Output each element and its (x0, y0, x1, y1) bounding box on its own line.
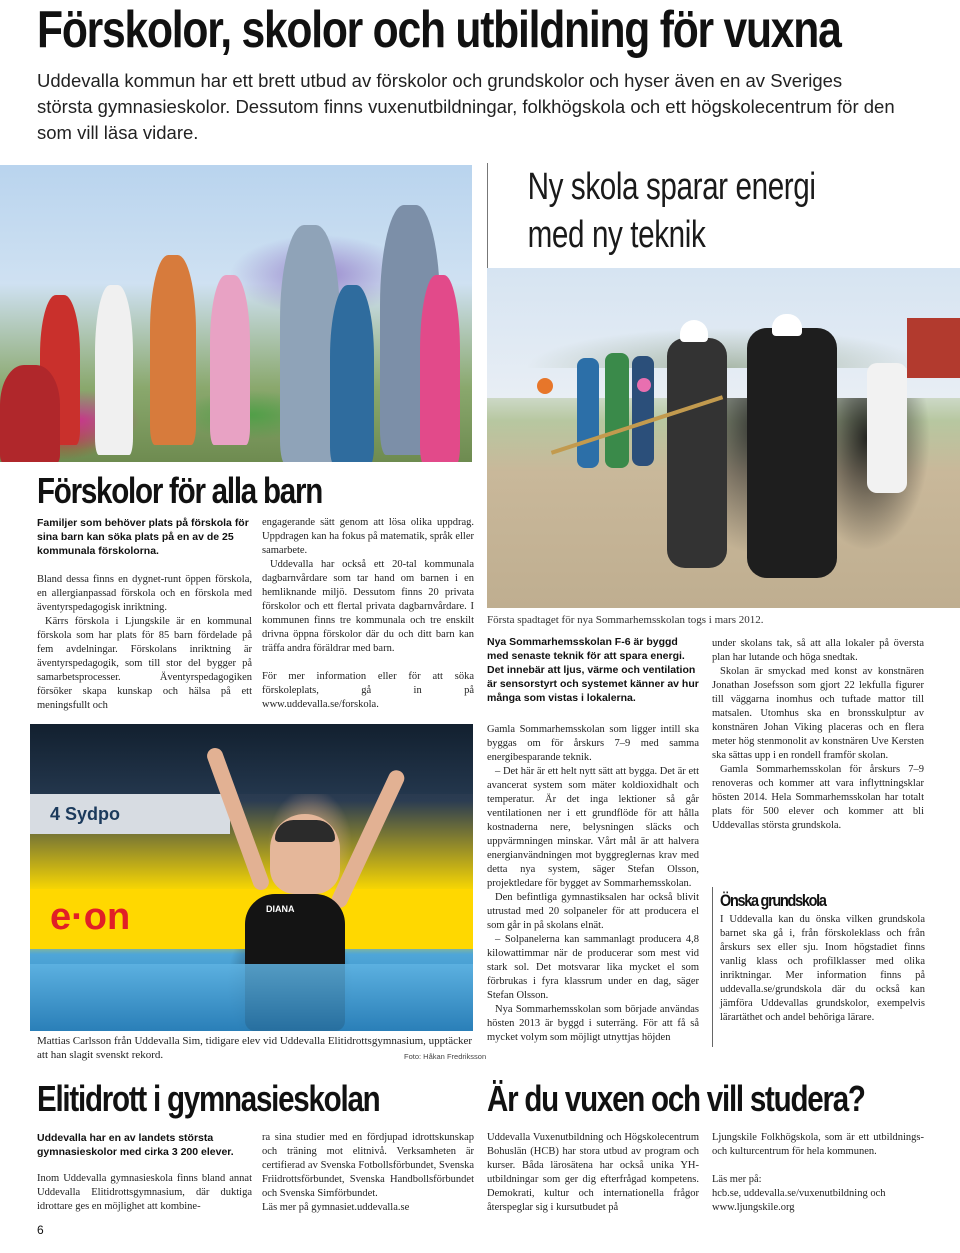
preschool-paragraph: Uddevalla har också ett 20-tal kommunala dagbarnvårdare som tar hand om barnen i en hemliknande miljö. Dessutom finns 20 privata förskolor och ett flertal privata dagbarnvårdare. I kommunen finns tre kommunala och tre enskilt drivna öppna förskolor där du och ditt barn kan träffa andra föräldrar med barn. (262, 559, 474, 654)
preschool-paragraph: Kärrs förskola i Ljungskile är en kommunal förskola som har plats för 85 barn fördelade på fem avdelningar. Förskolans inriktning är äventyrspedagogik, som till stor del bygger på samarbetsprocesser. Äventyrspedagogiken försöker skapa kunskap och hälsa på ett meningsfullt och (37, 616, 252, 711)
onska-body: I Uddevalla kan du önska vilken grundskola barnet ska gå i, från förskoleklass och från årskurs sex eller sju. Inom högstadiet finns vanlig klass och profilklasser med olika inriktningar. Mer information finns på uddevalla.se/grundskola där du också kan jämföra Uddevallas grundskolor, exempelvis lärartäthet och andel behöriga lärare. (720, 914, 925, 1023)
preschool-lead: Familjer som behöver plats på förskola för sina barn kan söka plats på en av de 25 kommunala förskolorna. (37, 517, 249, 557)
energy-lead: Nya Sommarhemsskolan F-6 är byggd med senaste teknik för att spara energi. Det innebär att ljus, värme och ventilation är sensorstyrt och systemet känner av hur många som vistas i lokalerna. (487, 636, 699, 704)
intro-paragraph: Uddevalla kommun har ett brett utbud av förskolor och grundskolor och hyser även en av Sveriges största gymnasieskolor. Dessutom finns vuxenutbildningar, folkhögskola och ett högskolecentrum för den som vill läsa vidare. (37, 70, 895, 143)
energy-paragraph: – Det här är ett helt nytt sätt att bygga. Det är ett avancerat system som mäter koldioxidhalt och temperatur. Är det inga lektioner så går ventilationen ner i ett grundflöde för att hålla kostnaderna nere, belysningen släcks och uppvärmningen minskar. Vårt mål är att halvera energianvändningen mot byggreglernas krav med detta nya system, säger Stefan Olsson, projektledare för bygget av Sommarhemsskolan. (487, 766, 699, 889)
energy-paragraph: Nya Sommarhemsskolan som började användas hösten 2013 är byggd i suterräng. För att få så mycket volym som möjligt utnyttjas höjden (487, 1004, 699, 1043)
energy-paragraph: Den befintliga gymnastiksalen har också blivit utrustad med 20 solpaneler för att producera el som går in på skolans elnät. (487, 892, 699, 931)
energy-title-line2: med ny teknik (527, 214, 706, 256)
preschool-column-2 (262, 516, 474, 712)
energy-paragraph: Gamla Sommarhemsskolan som ligger intill ska byggas om för årskurs 7–9 med samma energibesparande teknik. (487, 724, 699, 763)
sport-paragraph: Inom Uddevalla gymnasieskola finns bland annat Uddevalla Elitidrottsgymnasium, där duktiga idrottare ges en möjlighet att kombine- (37, 1173, 252, 1212)
adult-section-title: Är du vuxen och vill studera? (487, 1078, 865, 1119)
adult-column-1 (487, 1131, 699, 1215)
energy-column-2 (712, 637, 924, 833)
sport-lead: Uddevalla har en av landets största gymnasieskolor med cirka 3 200 elever. (37, 1132, 234, 1158)
photo-children-scarves (0, 165, 472, 462)
photo-credit: Foto: Håkan Fredriksson (404, 1052, 487, 1061)
sport-column-2 (262, 1131, 474, 1215)
page-title: Förskolor, skolor och utbildning för vuxna (37, 1, 841, 59)
onska-title: Önska grundskola (720, 891, 826, 910)
sport-paragraph: ra sina studier med en fördjupad idrottskunskap och träning mot elitnivå. Verksamheten är certifierad av Svenska Fotbollsförbundet, Svenska Friidrottsförbundet, Svenska Handbollsförbundet och Svenska Simförbundet. (262, 1132, 474, 1199)
energy-paragraph: under skolans tak, så att alla lokaler på översta plan har lutande och höga snedtak. (712, 638, 924, 663)
groundbreaking-caption: Första spadtaget för nya Sommarhemsskolan togs i mars 2012. (487, 614, 764, 626)
preschool-column-1 (37, 573, 252, 713)
sport-more-info: Läs mer på gymnasiet.uddevalla.se (262, 1202, 410, 1213)
photo-swimmer (30, 724, 473, 1031)
adult-paragraph: Uddevalla Vuxenutbildning och Högskolecentrum Bohuslän (HCB) har stora utbud av program och kurser. Båda lärosätena har också unika YH-utbildningar som ger dig efterfrågad kompetens. Demokrati, kultur och internationella frågor återspeglar sig i kursutbudet på (487, 1132, 699, 1213)
photo-groundbreaking (487, 268, 960, 608)
energy-paragraph: Skolan är smyckad med konst av konstnären Jonathan Josefsson som gjort 22 lekfulla figurer till väggarna inomhus och tuftade mattor till matsalen. Utomhus ska en bronsskulptur av konstnären Johan Viking placeras och en flera meter hög stenmonolit av konstnären Uve Kersten ska sättas upp i en rondell framför skolan. (712, 666, 924, 761)
preschool-more-info: För mer information eller för att söka förskoleplats, gå in på www.uddevalla.se/forskola. (262, 671, 474, 710)
preschool-paragraph: engagerande sätt genom att lösa olika uppdrag. Uppdragen kan ha fokus på matematik, språk eller samarbete. (262, 517, 474, 556)
preschool-paragraph: Bland dessa finns en dygnet-runt öppen förskola, en allergianpassad förskola och en förskola med äventyrspedagogisk inriktning. (37, 574, 252, 613)
energy-paragraph: Gamla Sommarhemsskolan för årskurs 7–9 renoveras och kommer att vara inflyttningsklar hösten 2014. Hela Sommarhemsskolan har totalt plats för 500 elever och kommer att bli Uddevallas största grundskola. (712, 764, 924, 831)
sponsor-sign-1: 4 Sydpo (50, 804, 121, 824)
sponsor-sign-2: e·on (50, 896, 131, 938)
energy-section-title (528, 163, 816, 259)
adult-column-2 (712, 1131, 924, 1215)
swim-cap-brand: DIANA (266, 904, 295, 914)
energy-paragraph: – Solpanelerna kan sammanlagt producera 4,8 kilowattimmar när de producerar som mest vid stark sol. Det motsvarar lika mycket el som förbrukas i fyra klassrum under en dag, säger Stefan Olsson. (487, 934, 699, 1001)
page-number: 6 (37, 1223, 44, 1237)
energy-title-line1: Ny skola sparar energi (527, 166, 816, 208)
energy-title-rule (487, 163, 488, 268)
adult-more-label: Läs mer på: (712, 1174, 762, 1185)
adult-paragraph: Ljungskile Folkhögskola, som är ett utbildnings- och kulturcentrum för hela kommunen. (712, 1132, 924, 1157)
preschool-section-title: Förskolor för alla barn (37, 470, 323, 511)
adult-more-links: hcb.se, uddevalla.se/vuxenutbildning och www.ljungskile.org (712, 1188, 886, 1213)
energy-column-1 (487, 723, 699, 1045)
sport-section-title: Elitidrott i gymnasieskolan (37, 1078, 380, 1119)
swimmer-caption: Mattias Carlsson från Uddevalla Sim, tidigare elev vid Uddevalla Elitidrottsgymnasium, upptäcker att han slagit svenskt rekord. (37, 1035, 473, 1061)
sport-column-1 (37, 1172, 252, 1214)
